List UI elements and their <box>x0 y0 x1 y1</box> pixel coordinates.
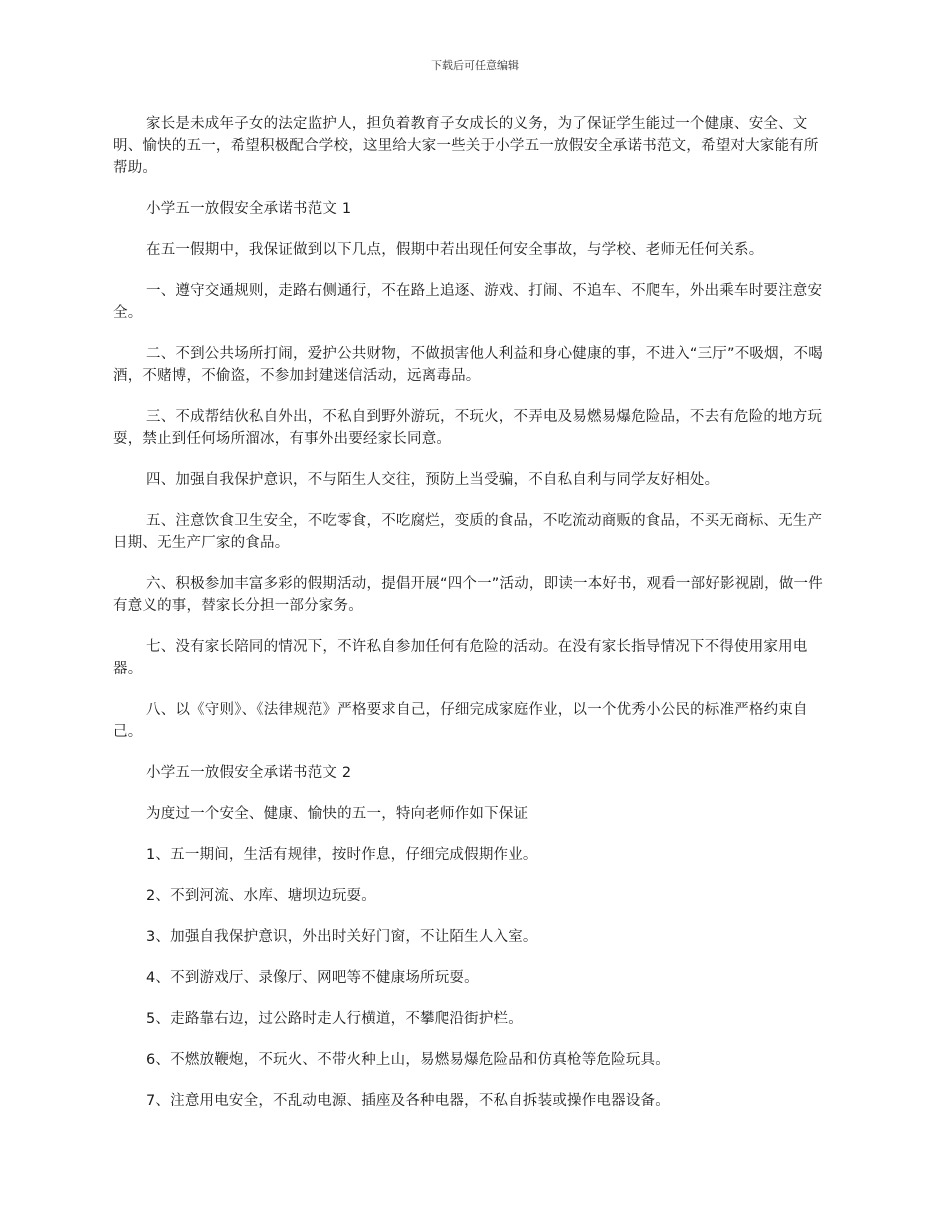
list-item: 2、不到河流、水库、塘坝边玩耍。 <box>146 888 376 904</box>
list-item: 4、不到游戏厅、录像厅、网吧等不健康场所玩耍。 <box>146 970 479 986</box>
paragraph: 三、不成帮结伙私自外出，不私自到野外游玩，不玩火，不弄电及易燃易爆危险品，不去有危险的地方玩耍，禁止到任何场所溜冰，有事外出要经家长同意。 <box>113 409 823 447</box>
paragraph: 八、以《守则》、《法律规范》严格要求自己，仔细完成家庭作业，以一个优秀小公民的标准严格约束自己。 <box>113 702 808 740</box>
list-item: 6、不燃放鞭炮，不玩火、不带火种上山，易燃易爆危险品和仿真枪等危险玩具。 <box>146 1052 670 1068</box>
list-item: 7、注意用电安全，不乱动电源、插座及各种电器，不私自拆装或操作电器设备。 <box>146 1093 670 1109</box>
list-item: 1、五一期间，生活有规律，按时作息，仔细完成假期作业。 <box>146 847 538 863</box>
list-item: 5、走路靠右边，过公路时走人行横道，不攀爬沿街护栏。 <box>146 1011 523 1027</box>
list-item: 3、加强自我保护意识，外出时关好门窗，不让陌生人入室。 <box>146 929 538 945</box>
document-body <box>113 113 833 1131</box>
paragraph: 为度过一个安全、健康、愉快的五一，特向老师作如下保证 <box>146 806 529 822</box>
section-title-1: 小学五一放假安全承诺书范文 1 <box>146 201 352 217</box>
paragraph: 在五一假期中，我保证做到以下几点，假期中若出现任何安全事故，与学校、老师无任何关系。 <box>146 242 764 258</box>
paragraph: 一、遵守交通规则，走路右侧通行，不在路上追逐、游戏、打闹、不追车、不爬车，外出乘车时要注意安全。 <box>113 283 823 321</box>
paragraph: 六、积极参加丰富多彩的假期活动，提倡开展“四个一”活动，即读一本好书，观看一部好影视剧，做一件有意义的事，替家长分担一部分家务。 <box>113 576 823 614</box>
intro-paragraph: 家长是未成年子女的法定监护人，担负着教育子女成长的义务，为了保证学生能过一个健康、安全、文明、愉快的五一，希望积极配合学校，这里给大家一些关于小学五一放假安全承诺书范文，希望对大家能有所帮助。 <box>113 116 819 176</box>
section-title-2: 小学五一放假安全承诺书范文 2 <box>146 765 352 781</box>
paragraph: 四、加强自我保护意识，不与陌生人交往，预防上当受骗，不自私自利与同学友好相处。 <box>146 472 720 488</box>
paragraph: 二、不到公共场所打闹，爱护公共财物，不做损害他人利益和身心健康的事，不进入“三厅”不吸烟，不喝酒，不赌博，不偷盗，不参加封建迷信活动，远离毒品。 <box>113 346 823 384</box>
header-note: 下载后可任意编辑 <box>431 59 519 72</box>
paragraph: 五、注意饮食卫生安全，不吃零食，不吃腐烂，变质的食品，不吃流动商贩的食品，不买无商标、无生产日期、无生产厂家的食品。 <box>113 513 823 551</box>
paragraph: 七、没有家长陪同的情况下，不许私自参加任何有危险的活动。在没有家长指导情况下不得使用家用电器。 <box>113 639 808 677</box>
